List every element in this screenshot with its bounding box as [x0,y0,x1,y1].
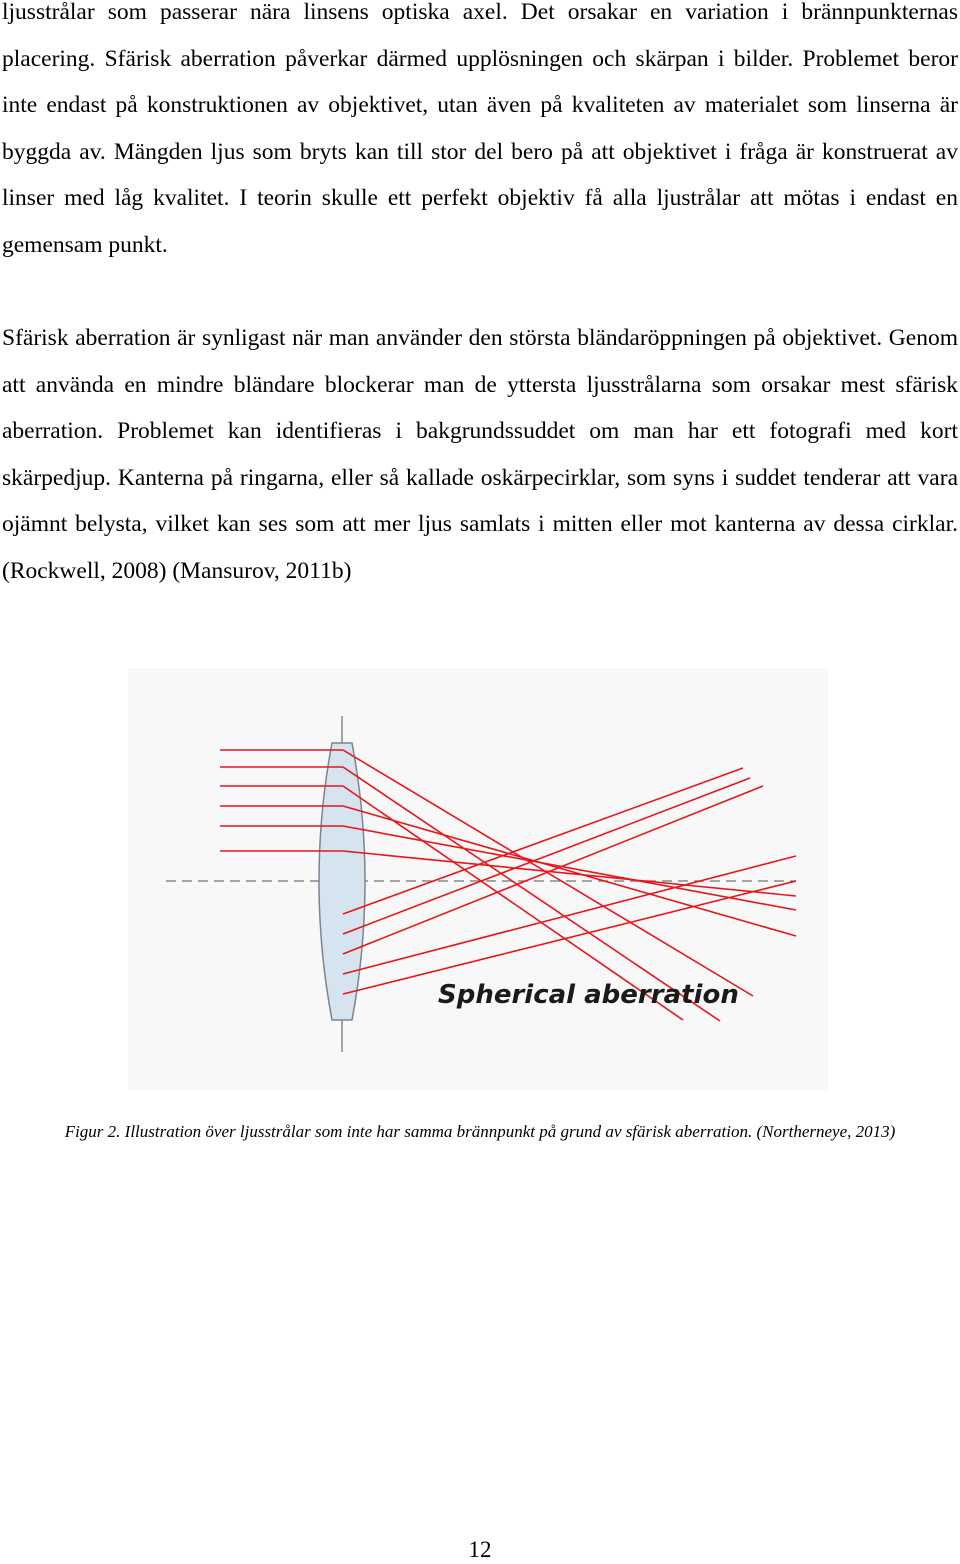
spherical-aberration-figure [128,668,828,1090]
refracted-ray-4 [343,806,796,936]
body-paragraph-1: ljusstrålar som passerar nära linsens optiska axel. Det orsakar en variation i brännpunkternas placering. Sfärisk aberration påverkar därmed upplösningen och skärpan i bilder. Problemet beror inte endast på konstruktionen av objektivet, utan även på kvaliteten av materialet som linserna är byggda av. Mängden ljus som bryts kan till stor del bero på att objektivet i fråga är konstruerat av linser med låg kvalitet. I teorin skulle ett perfekt objektiv få alla ljustrålar att mötas i endast en gemensam punkt. [2,0,958,258]
biconvex-lens [319,743,365,1020]
page-number: 12 [468,1537,492,1562]
figure-label: Spherical aberration [438,980,739,1010]
refracted-ray-9 [343,786,763,954]
body-paragraph-2: Sfärisk aberration är synligast när man använder den största bländaröppningen på objektivet. Genom att använda en mindre bländare blockerar man de yttersta ljusstrålarna som orsakar mest sfärisk aberration. Problemet kan identifieras i bakgrundssuddet om man har ett fotografi med kort skärpedjup. Kanterna på ringarna, eller så kallade oskärpecirklar, som syns i suddet tenderar att vara ojämnt belysta, vilket kan ses som att mer ljus samlats i mitten eller mot kanterna av dessa cirklar. (Rockwell, 2008) (Mansurov, 2011b) [2,325,958,584]
refracted-ray-11 [343,768,743,914]
figure-caption: Figur 2. Illustration över ljusstrålar som inte har samma brännpunkt på grund av sfärisk aberration. (Northerneye, 2013) [64,1122,896,1141]
refracted-ray-7 [343,881,796,994]
lens-diagram [128,668,828,1090]
refracted-ray-10 [343,778,750,934]
